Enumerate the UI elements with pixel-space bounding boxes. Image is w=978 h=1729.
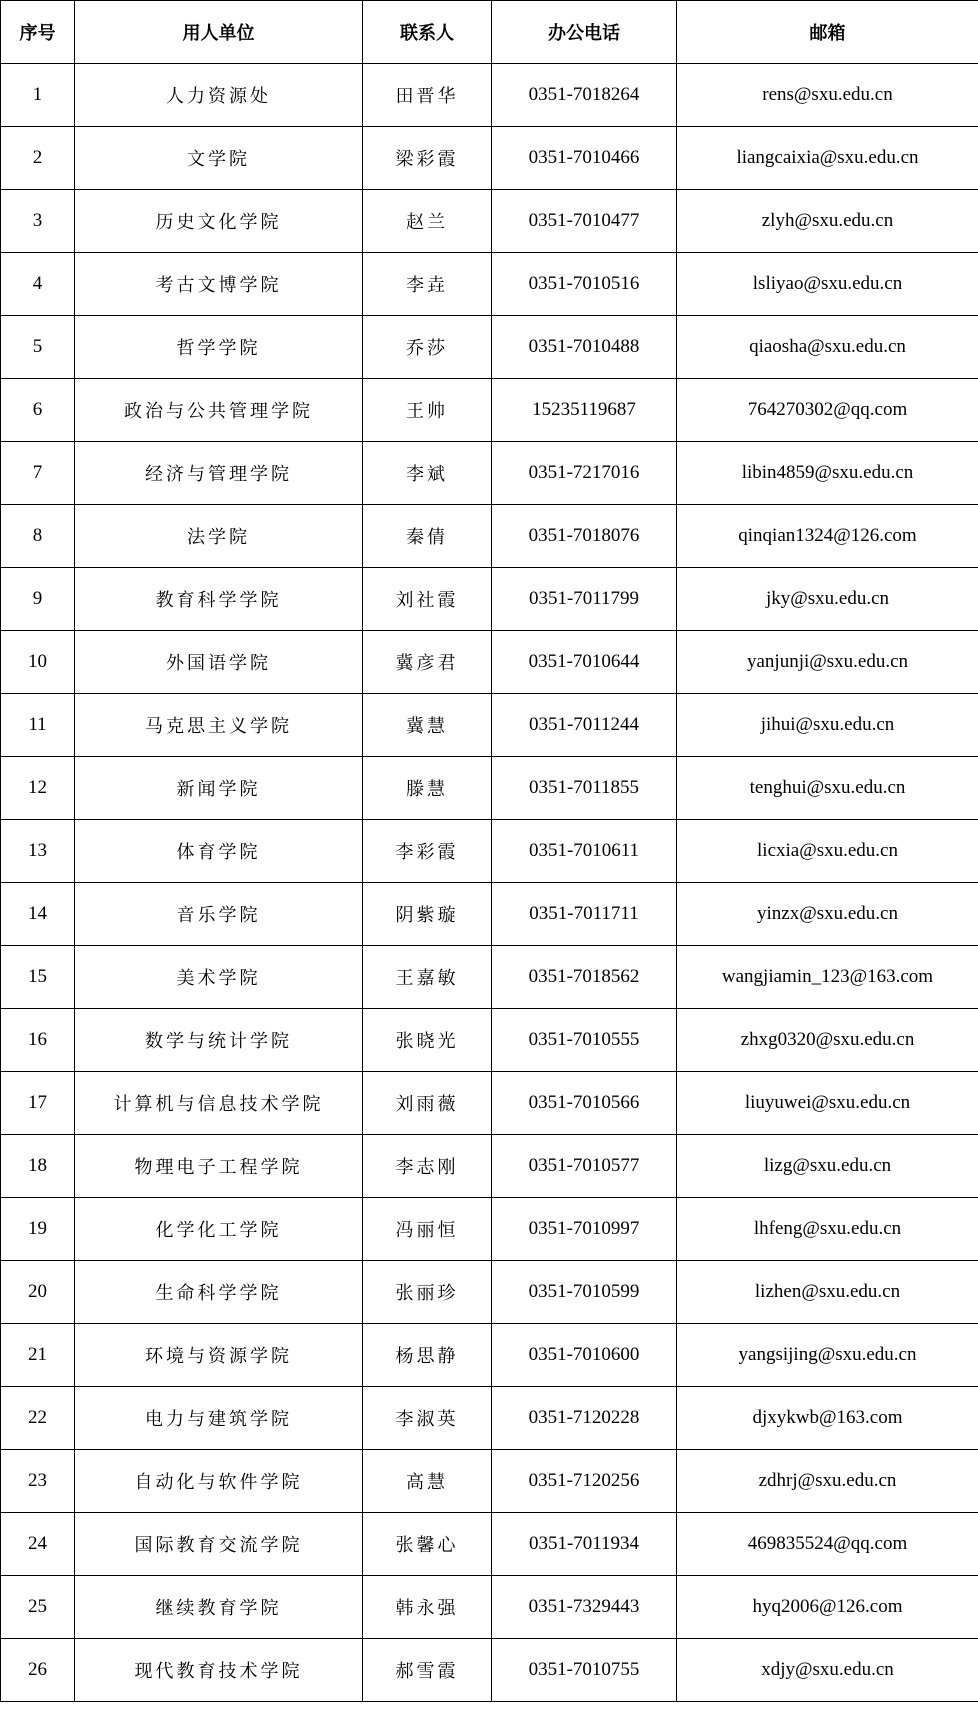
row-office-phone: 0351-7018264: [492, 64, 677, 127]
row-office-phone: 0351-7010488: [492, 316, 677, 379]
row-unit: 新闻学院: [75, 757, 363, 820]
row-index: 20: [1, 1261, 75, 1324]
row-office-phone: 0351-7011711: [492, 883, 677, 946]
row-index: 1: [1, 64, 75, 127]
table-row: [1, 1324, 978, 1387]
row-contact-person: 冀慧: [363, 694, 492, 757]
row-unit: 数学与统计学院: [75, 1009, 363, 1072]
table-row: [1, 1135, 978, 1198]
row-contact-person: 李垚: [363, 253, 492, 316]
row-office-phone: 0351-7217016: [492, 442, 677, 505]
row-contact-person: 刘社霞: [363, 568, 492, 631]
table-row: [1, 505, 978, 568]
row-contact-person: 杨思静: [363, 1324, 492, 1387]
row-email: qiaosha@sxu.edu.cn: [677, 316, 978, 379]
row-contact-person: 梁彩霞: [363, 127, 492, 190]
row-index: 17: [1, 1072, 75, 1135]
row-office-phone: 0351-7010599: [492, 1261, 677, 1324]
row-email: djxykwb@163.com: [677, 1387, 978, 1450]
row-email: liuyuwei@sxu.edu.cn: [677, 1072, 978, 1135]
row-index: 7: [1, 442, 75, 505]
table-row: [1, 316, 978, 379]
row-email: wangjiamin_123@163.com: [677, 946, 978, 1009]
row-email: qinqian1324@126.com: [677, 505, 978, 568]
row-email: zhxg0320@sxu.edu.cn: [677, 1009, 978, 1072]
row-email: tenghui@sxu.edu.cn: [677, 757, 978, 820]
table-row: [1, 694, 978, 757]
row-index: 24: [1, 1513, 75, 1576]
table-row: [1, 568, 978, 631]
row-contact-person: 王嘉敏: [363, 946, 492, 1009]
row-email: yangsijing@sxu.edu.cn: [677, 1324, 978, 1387]
row-contact-person: 郝雪霞: [363, 1639, 492, 1702]
row-index: 5: [1, 316, 75, 379]
row-contact-person: 冀彦君: [363, 631, 492, 694]
row-unit: 考古文博学院: [75, 253, 363, 316]
row-contact-person: 李淑英: [363, 1387, 492, 1450]
table-row: [1, 1576, 978, 1639]
row-email: xdjy@sxu.edu.cn: [677, 1639, 978, 1702]
row-unit: 法学院: [75, 505, 363, 568]
row-index: 2: [1, 127, 75, 190]
table-header: [1, 1, 978, 64]
row-unit: 自动化与软件学院: [75, 1450, 363, 1513]
row-contact-person: 滕慧: [363, 757, 492, 820]
row-contact-person: 张馨心: [363, 1513, 492, 1576]
row-index: 8: [1, 505, 75, 568]
row-index: 18: [1, 1135, 75, 1198]
row-office-phone: 0351-7010644: [492, 631, 677, 694]
header-office-phone: 办公电话: [492, 1, 677, 64]
row-unit: 计算机与信息技术学院: [75, 1072, 363, 1135]
row-email: zdhrj@sxu.edu.cn: [677, 1450, 978, 1513]
row-unit: 政治与公共管理学院: [75, 379, 363, 442]
table-row: [1, 1198, 978, 1261]
row-index: 14: [1, 883, 75, 946]
table-row: [1, 631, 978, 694]
row-contact-person: 高慧: [363, 1450, 492, 1513]
table-row: [1, 1639, 978, 1702]
row-unit: 继续教育学院: [75, 1576, 363, 1639]
row-office-phone: 0351-7010555: [492, 1009, 677, 1072]
row-contact-person: 李彩霞: [363, 820, 492, 883]
row-index: 10: [1, 631, 75, 694]
row-index: 11: [1, 694, 75, 757]
table-body: [1, 64, 978, 1702]
row-email: libin4859@sxu.edu.cn: [677, 442, 978, 505]
row-office-phone: 0351-7010755: [492, 1639, 677, 1702]
header-email: 邮箱: [677, 1, 978, 64]
row-email: hyq2006@126.com: [677, 1576, 978, 1639]
row-unit: 电力与建筑学院: [75, 1387, 363, 1450]
row-office-phone: 0351-7011855: [492, 757, 677, 820]
table-row: [1, 1513, 978, 1576]
table-row: [1, 1261, 978, 1324]
row-contact-person: 冯丽恒: [363, 1198, 492, 1261]
row-unit: 环境与资源学院: [75, 1324, 363, 1387]
row-index: 3: [1, 190, 75, 253]
row-office-phone: 0351-7010466: [492, 127, 677, 190]
row-office-phone: 0351-7120256: [492, 1450, 677, 1513]
row-office-phone: 0351-7018562: [492, 946, 677, 1009]
row-index: 16: [1, 1009, 75, 1072]
row-unit: 物理电子工程学院: [75, 1135, 363, 1198]
row-index: 21: [1, 1324, 75, 1387]
row-unit: 现代教育技术学院: [75, 1639, 363, 1702]
table-row: [1, 820, 978, 883]
table-row: [1, 190, 978, 253]
row-unit: 化学化工学院: [75, 1198, 363, 1261]
row-index: 6: [1, 379, 75, 442]
row-contact-person: 田晋华: [363, 64, 492, 127]
row-unit: 哲学学院: [75, 316, 363, 379]
row-unit: 外国语学院: [75, 631, 363, 694]
table-row: [1, 253, 978, 316]
row-email: yanjunji@sxu.edu.cn: [677, 631, 978, 694]
row-office-phone: 0351-7018076: [492, 505, 677, 568]
table-row: [1, 1009, 978, 1072]
row-unit: 历史文化学院: [75, 190, 363, 253]
row-index: 12: [1, 757, 75, 820]
row-index: 13: [1, 820, 75, 883]
table-row: [1, 1072, 978, 1135]
table-row: [1, 127, 978, 190]
row-index: 9: [1, 568, 75, 631]
row-email: 469835524@qq.com: [677, 1513, 978, 1576]
row-office-phone: 0351-7010600: [492, 1324, 677, 1387]
row-unit: 人力资源处: [75, 64, 363, 127]
row-email: jihui@sxu.edu.cn: [677, 694, 978, 757]
row-office-phone: 0351-7011244: [492, 694, 677, 757]
row-email: jky@sxu.edu.cn: [677, 568, 978, 631]
row-unit: 体育学院: [75, 820, 363, 883]
table-row: [1, 64, 978, 127]
table-row: [1, 757, 978, 820]
row-index: 15: [1, 946, 75, 1009]
row-email: yinzx@sxu.edu.cn: [677, 883, 978, 946]
row-email: licxia@sxu.edu.cn: [677, 820, 978, 883]
row-office-phone: 0351-7010997: [492, 1198, 677, 1261]
header-unit: 用人单位: [75, 1, 363, 64]
row-email: lsliyao@sxu.edu.cn: [677, 253, 978, 316]
row-unit: 国际教育交流学院: [75, 1513, 363, 1576]
header-row: [1, 1, 978, 64]
row-office-phone: 0351-7120228: [492, 1387, 677, 1450]
row-email: liangcaixia@sxu.edu.cn: [677, 127, 978, 190]
row-contact-person: 阴紫璇: [363, 883, 492, 946]
row-email: lhfeng@sxu.edu.cn: [677, 1198, 978, 1261]
row-office-phone: 0351-7010516: [492, 253, 677, 316]
row-email: rens@sxu.edu.cn: [677, 64, 978, 127]
header-contact-person: 联系人: [363, 1, 492, 64]
row-index: 4: [1, 253, 75, 316]
row-unit: 文学院: [75, 127, 363, 190]
row-email: zlyh@sxu.edu.cn: [677, 190, 978, 253]
row-contact-person: 秦倩: [363, 505, 492, 568]
row-contact-person: 王帅: [363, 379, 492, 442]
row-office-phone: 0351-7011934: [492, 1513, 677, 1576]
row-contact-person: 张晓光: [363, 1009, 492, 1072]
row-index: 22: [1, 1387, 75, 1450]
row-unit: 美术学院: [75, 946, 363, 1009]
table-row: [1, 946, 978, 1009]
row-office-phone: 0351-7010566: [492, 1072, 677, 1135]
row-office-phone: 15235119687: [492, 379, 677, 442]
row-email: lizhen@sxu.edu.cn: [677, 1261, 978, 1324]
row-unit: 生命科学学院: [75, 1261, 363, 1324]
row-contact-person: 张丽珍: [363, 1261, 492, 1324]
row-contact-person: 赵兰: [363, 190, 492, 253]
header-index: 序号: [1, 1, 75, 64]
row-office-phone: 0351-7010611: [492, 820, 677, 883]
table-row: [1, 442, 978, 505]
row-index: 19: [1, 1198, 75, 1261]
table-row: [1, 379, 978, 442]
row-index: 26: [1, 1639, 75, 1702]
row-office-phone: 0351-7010477: [492, 190, 677, 253]
row-contact-person: 韩永强: [363, 1576, 492, 1639]
row-office-phone: 0351-7010577: [492, 1135, 677, 1198]
row-contact-person: 乔莎: [363, 316, 492, 379]
row-index: 25: [1, 1576, 75, 1639]
row-contact-person: 李志刚: [363, 1135, 492, 1198]
row-email: 764270302@qq.com: [677, 379, 978, 442]
row-office-phone: 0351-7011799: [492, 568, 677, 631]
row-unit: 音乐学院: [75, 883, 363, 946]
row-unit: 教育科学学院: [75, 568, 363, 631]
row-email: lizg@sxu.edu.cn: [677, 1135, 978, 1198]
row-office-phone: 0351-7329443: [492, 1576, 677, 1639]
row-contact-person: 李斌: [363, 442, 492, 505]
table-row: [1, 1450, 978, 1513]
table-row: [1, 1387, 978, 1450]
row-contact-person: 刘雨薇: [363, 1072, 492, 1135]
row-index: 23: [1, 1450, 75, 1513]
row-unit: 马克思主义学院: [75, 694, 363, 757]
row-unit: 经济与管理学院: [75, 442, 363, 505]
table-row: [1, 883, 978, 946]
